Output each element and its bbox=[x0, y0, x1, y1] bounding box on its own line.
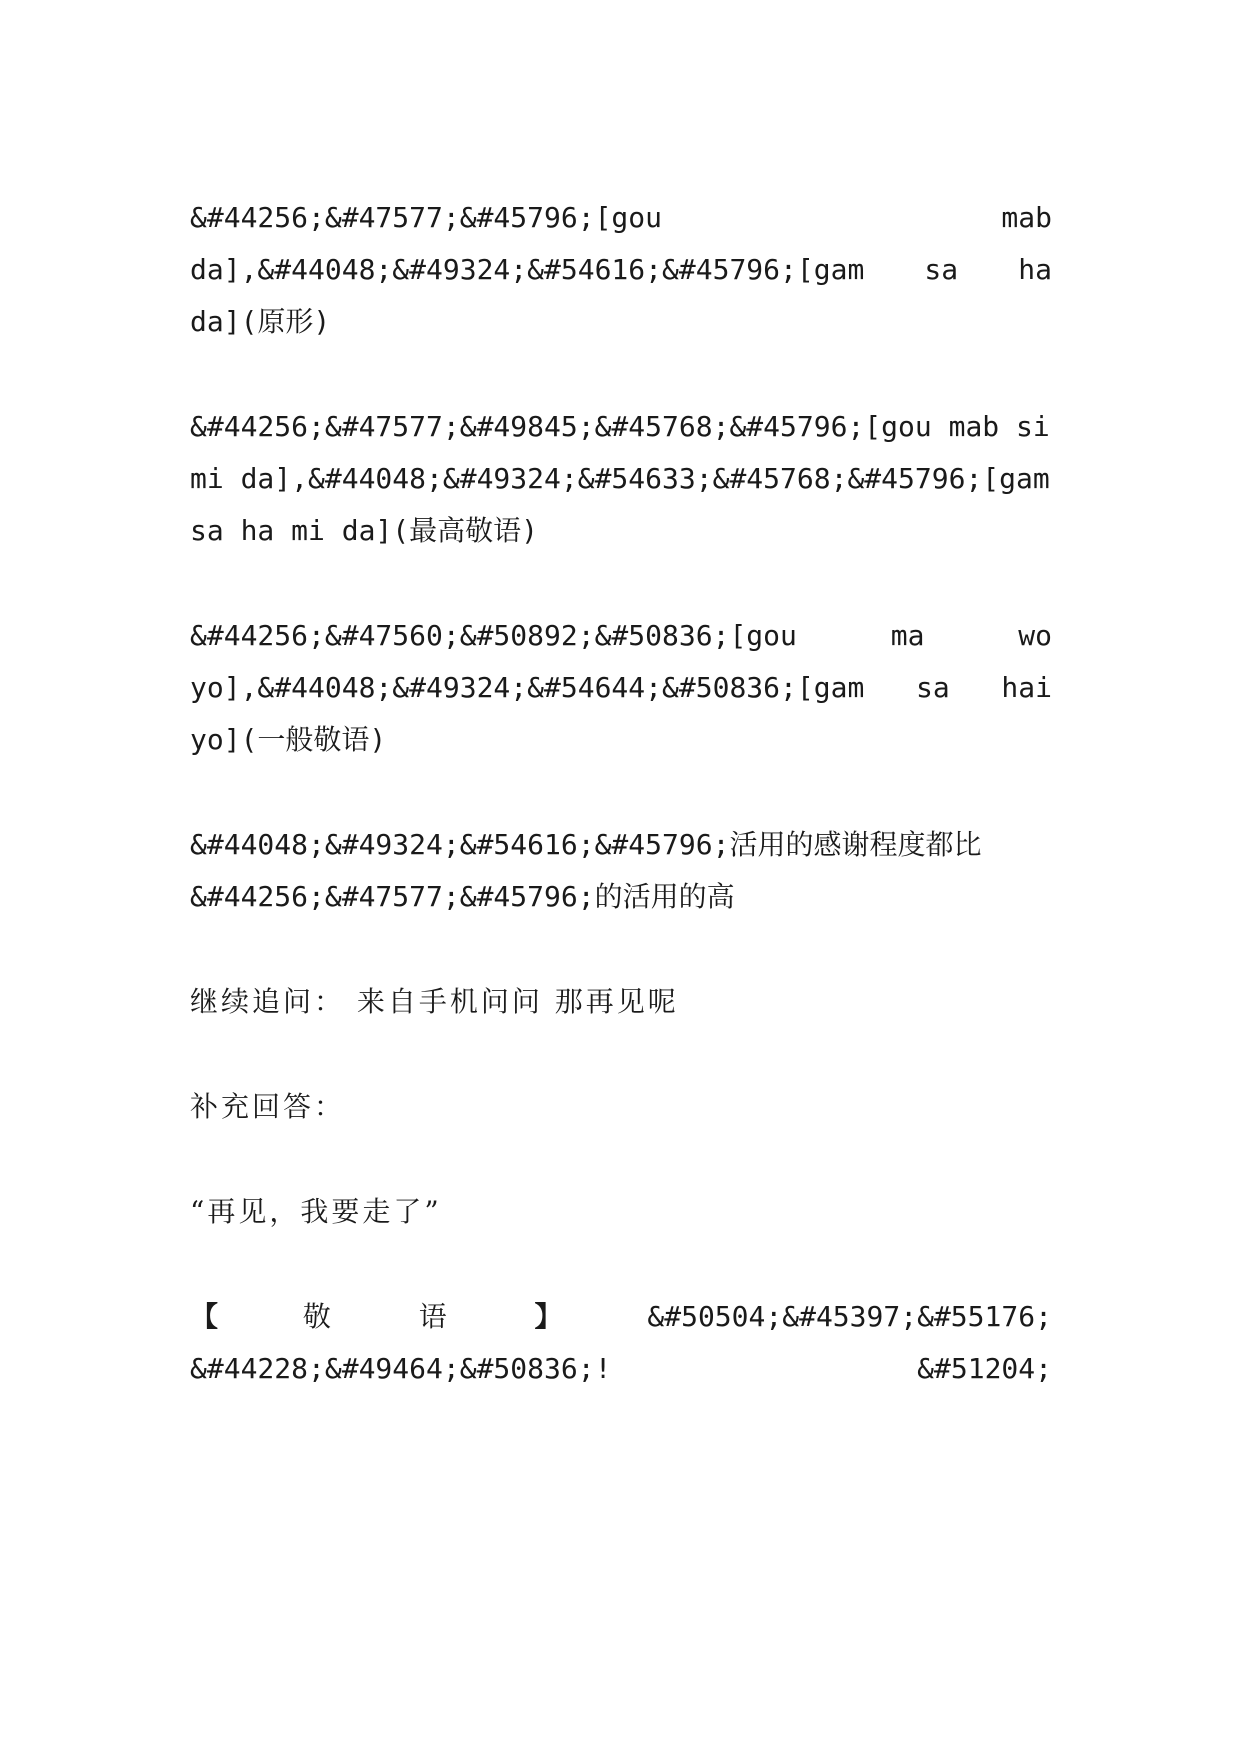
text-segment: ma bbox=[890, 619, 925, 652]
text-segment: &#44256;&#47577;&#45796;[gou bbox=[190, 201, 663, 234]
paragraph-1-line-2 bbox=[190, 252, 1052, 288]
text-segment: da],&#44048;&#49324;&#54616;&#45796;[gam bbox=[190, 253, 865, 286]
paragraph-3-line-2 bbox=[190, 670, 1052, 706]
text-segment: &#50504;&#45397;&#55176; bbox=[647, 1300, 1052, 1333]
text-segment: hai bbox=[1001, 671, 1052, 704]
paragraph-2-line-2: mi da],&#44048;&#49324;&#54633;&#45768;&#45796;[gam bbox=[190, 462, 1050, 495]
bracket-open: 【 bbox=[190, 1300, 219, 1333]
text-segment: ha bbox=[1018, 253, 1052, 286]
text-segment: yo],&#44048;&#49324;&#54644;&#50836;[gam bbox=[190, 671, 865, 704]
quote-text: “再见，我要走了” bbox=[190, 1195, 442, 1228]
paragraph-2-line-1: &#44256;&#47577;&#49845;&#45768;&#45796;[gou mab si bbox=[190, 410, 1050, 443]
paragraph-2-line-3: sa ha mi da](最高敬语) bbox=[190, 514, 539, 547]
text-segment: wo bbox=[1018, 619, 1052, 652]
honorific-line-1 bbox=[190, 1299, 1052, 1335]
supplement-answer-label: 补充回答： bbox=[190, 1090, 346, 1123]
text-segment: mab bbox=[1001, 201, 1052, 234]
followup-question: 继续追问： 来自手机问问 那再见呢 bbox=[190, 985, 679, 1018]
honorific-char-2: 语 bbox=[418, 1300, 450, 1333]
paragraph-3-line-3: yo](一般敬语) bbox=[190, 723, 387, 756]
honorific-char-1: 敬 bbox=[302, 1300, 334, 1333]
paragraph-4-line-1: &#44048;&#49324;&#54616;&#45796;活用的感谢程度都比 bbox=[190, 828, 982, 861]
text-segment: sa bbox=[916, 671, 950, 704]
text-segment: &#44228;&#49464;&#50836;! bbox=[190, 1352, 612, 1385]
paragraph-1-line-3: da](原形) bbox=[190, 305, 331, 338]
text-segment: &#51204; bbox=[917, 1352, 1052, 1385]
paragraph-4-line-2: &#44256;&#47577;&#45796;的活用的高 bbox=[190, 880, 735, 913]
bracket-close: 】 bbox=[534, 1300, 563, 1333]
text-segment: &#44256;&#47560;&#50892;&#50836;[gou bbox=[190, 619, 797, 652]
honorific-line-2 bbox=[190, 1351, 1052, 1387]
text-segment: sa bbox=[924, 253, 959, 286]
paragraph-3-line-1 bbox=[190, 618, 1052, 654]
paragraph-1-line-1 bbox=[190, 200, 1052, 236]
